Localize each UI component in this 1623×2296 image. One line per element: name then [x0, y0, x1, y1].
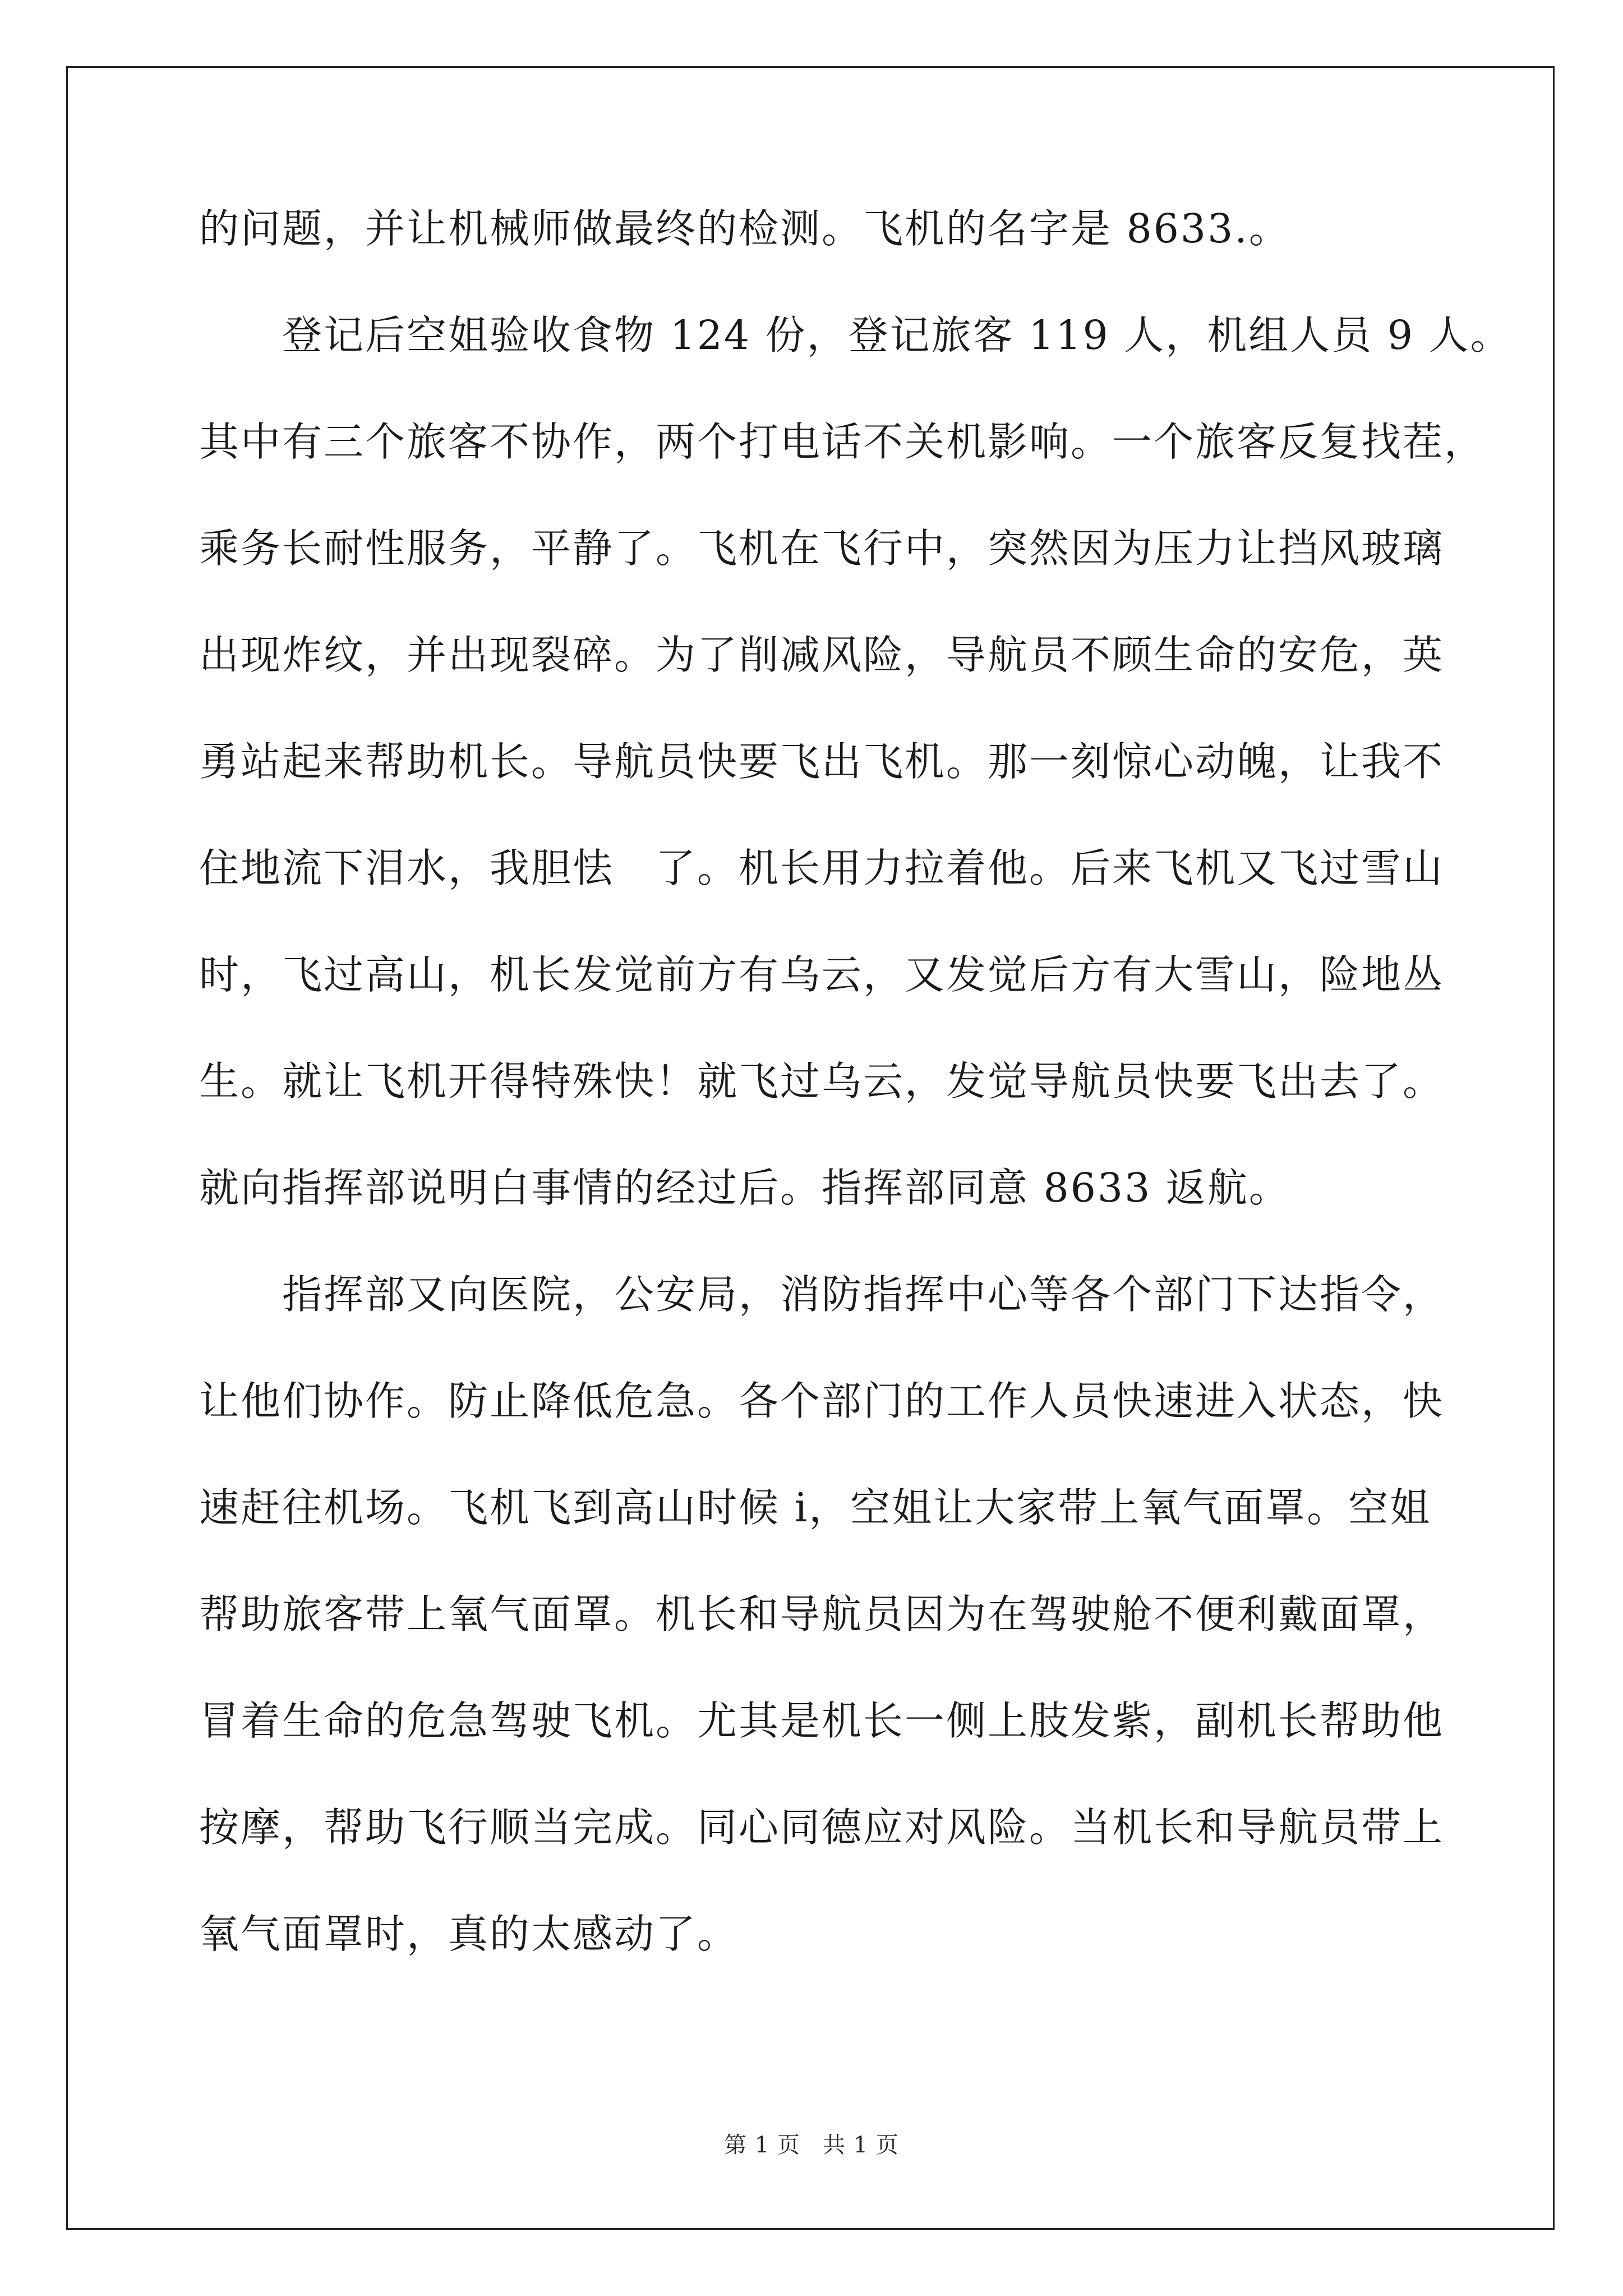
text-line-5: 出现炸纹，并出现裂碎。为了削减风险，导航员不顾生命的安危，英: [199, 632, 1445, 678]
page-number-current: 第 1 页: [724, 2132, 800, 2158]
text-line-17: 氧气面罩时，真的太感动了。: [199, 1911, 739, 1957]
page-footer: [0, 2127, 1623, 2159]
text-line-12: 让他们协作。防止降低危急。各个部门的工作人员快速进入状态，快: [199, 1378, 1445, 1424]
text-line-16: 按摩，帮助飞行顺当完成。同心同德应对风险。当机长和导航员带上: [199, 1804, 1445, 1851]
text-line-3: 其中有三个旅客不协作，两个打电话不关机影响。一个旅客反复找茬，: [199, 418, 1486, 465]
text-line-15: 冒着生命的危急驾驶飞机。尤其是机长一侧上肢发紫，副机长帮助他: [199, 1697, 1445, 1744]
page-number-total: 共 1 页: [823, 2132, 899, 2158]
text-line-1: 的问题，并让机械师做最终的检测。飞机的名字是 8633.。: [199, 205, 1290, 252]
text-line-7: 住地流下泪水，我胆怯 了。机长用力拉着他。后来飞机又飞过雪山: [199, 845, 1445, 891]
text-line-14: 帮助旅客带上氧气面罩。机长和导航员因为在驾驶舱不便利戴面罩，: [199, 1591, 1445, 1637]
text-line-10: 就向指挥部说明白事情的经过后。指挥部同意 8633 返航。: [199, 1165, 1290, 1211]
text-line-2: 登记后空姐验收食物 124 份，登记旅客 119 人，机组人员 9 人。: [282, 312, 1512, 358]
text-line-4: 乘务长耐性服务，平静了。飞机在飞行中，突然因为压力让挡风玻璃: [199, 525, 1445, 572]
document-body: [199, 205, 1512, 2021]
text-line-9: 生。就让飞机开得特殊快！就飞过乌云，发觉导航员快要飞出去了。: [199, 1058, 1445, 1105]
text-line-8: 时，飞过高山，机长发觉前方有乌云，又发觉后方有大雪山，险地丛: [199, 951, 1445, 998]
text-line-11: 指挥部又向医院，公安局，消防指挥中心等各个部门下达指令，: [282, 1271, 1445, 1318]
text-line-13: 速赶往机场。飞机飞到高山时候 i，空姐让大家带上氧气面罩。空姐: [199, 1484, 1432, 1531]
text-line-6: 勇站起来帮助机长。导航员快要飞出飞机。那一刻惊心动魄，让我不: [199, 738, 1445, 785]
